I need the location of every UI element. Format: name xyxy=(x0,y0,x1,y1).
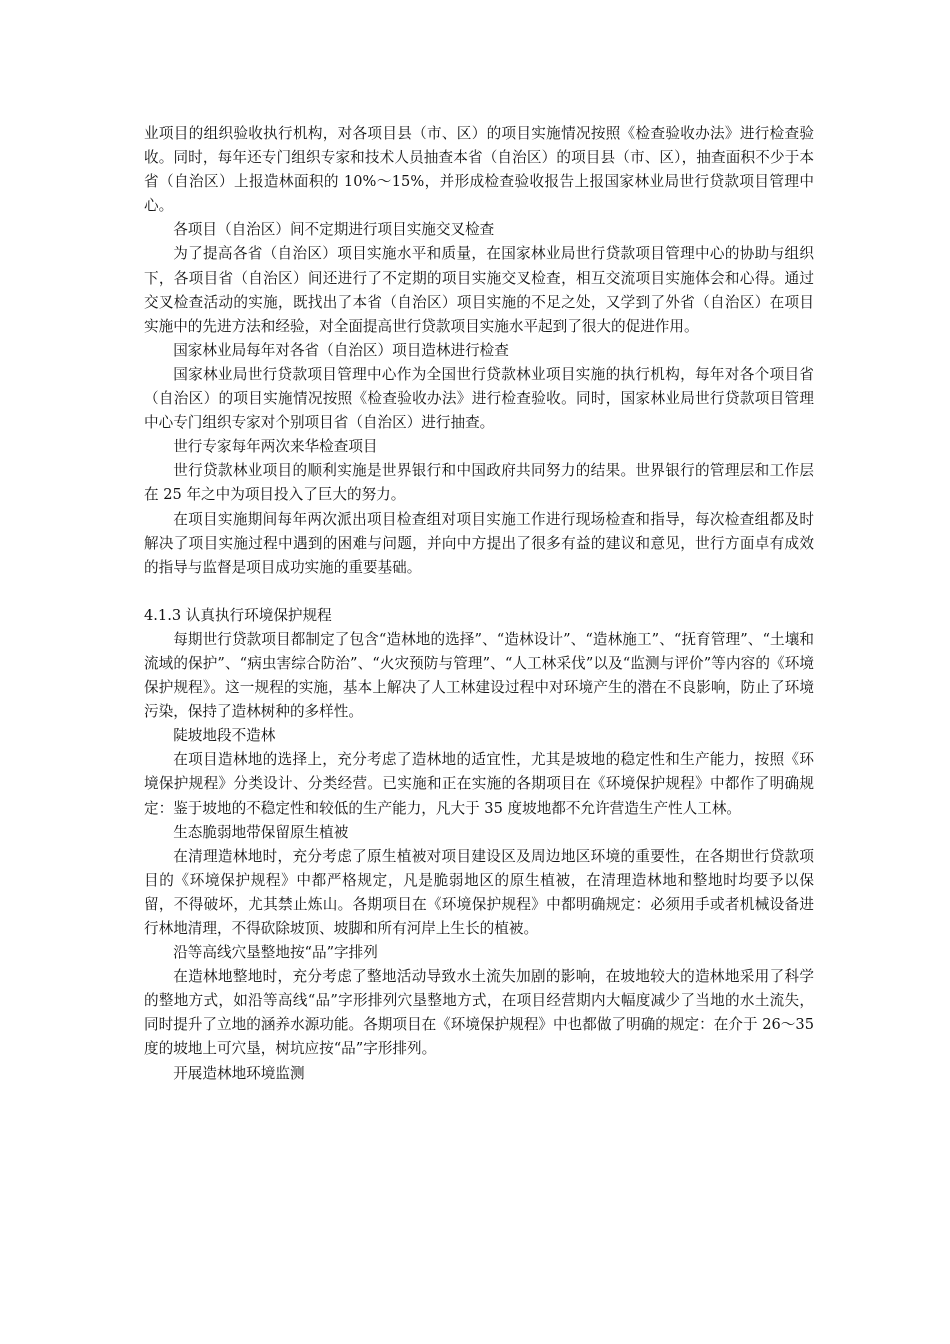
subheading: 生态脆弱地带保留原生植被 xyxy=(173,823,349,841)
paragraph: 在项目造林地的选择上，充分考虑了造林地的适宜性，尤其是坡地的稳定性和生产能力，按照《环境保护规程》分类设计、分类经营。已实施和正在实施的各期项目在《环境保护规程》中都作了明确规定：鉴于坡地的不稳定性和较低的生产能力，凡大于 35 度坡地都不允许营造生产性人工林。 xyxy=(144,751,814,817)
subheading: 沿等高线穴垦整地按“品”字排列 xyxy=(173,944,378,962)
paragraph: 业项目的组织验收执行机构，对各项目县（市、区）的项目实施情况按照《检查验收办法》进行检查验收。同时，每年还专门组织专家和技术人员抽查本省（自治区）的项目县（市、区），抽查面积不少于本省（自治区）上报造林面积的 10%～15%，并形成检查验收报告上报国家林业局世行贷款项目管理中心。 xyxy=(144,125,814,215)
subheading: 开展造林地环境监测 xyxy=(173,1064,305,1082)
paragraph: 国家林业局世行贷款项目管理中心作为全国世行贷款林业项目实施的执行机构，每年对各个项目省（自治区）的项目实施情况按照《检查验收办法》进行检查验收。同时，国家林业局世行贷款项目管理中心专门组织专家对个别项目省（自治区）进行抽查。 xyxy=(144,365,814,432)
paragraph: 在清理造林地时，充分考虑了原生植被对项目建设区及周边地区环境的重要性，在各期世行贷款项目的《环境保护规程》中都严格规定，凡是脆弱地区的原生植被，在清理造林地和整地时均要予以保留，不得破坏，尤其禁止炼山。各期项目在《环境保护规程》中都明确规定：必须用手或者机械设备进行林地清理，不得砍除坡顶、坡脚和所有河岸上生长的植被。 xyxy=(144,847,814,937)
subheading: 国家林业局每年对各省（自治区）项目造林进行检查 xyxy=(173,341,509,359)
section-title: 4.1.3 认真执行环境保护规程 xyxy=(144,606,332,624)
subheading: 各项目（自治区）间不定期进行项目实施交叉检查 xyxy=(173,221,495,239)
paragraph: 在造林地整地时，充分考虑了整地活动导致水土流失加剧的影响，在坡地较大的造林地采用了科学的整地方式，如沿等高线“品”字形排列穴垦整地方式，在项目经营期内大幅度减少了当地的水土流失，同时提升了立地的涵养水源功能。各期项目在《环境保护规程》中也都做了明确的规定：在介于 26～35 度的坡地上可穴垦，树坑应按“品”字形排列。 xyxy=(144,968,814,1058)
subheading: 陡坡地段不造林 xyxy=(173,727,276,745)
document-page xyxy=(144,122,814,1086)
paragraph: 为了提高各省（自治区）项目实施水平和质量，在国家林业局世行贷款项目管理中心的协助与组织下，各项目省（自治区）间还进行了不定期的项目实施交叉检查，相互交流项目实施体会和心得。通过交叉检查活动的实施，既找出了本省（自治区）项目实施的不足之处，又学到了外省（自治区）在项目实施中的先进方法和经验，对全面提高世行贷款项目实施水平起到了很大的促进作用。 xyxy=(144,245,814,335)
paragraph: 每期世行贷款项目都制定了包含“造林地的选择”、“造林设计”、“造林施工”、“抚育管理”、“土壤和流域的保护”、“病虫害综合防治”、“火灾预防与管理”、“人工林采伐”以及“监测与评价”等内容的《环境保护规程》。这一规程的实施，基本上解决了人工林建设过程中对环境产生的潜在不良影响，防止了环境污染，保持了造林树种的多样性。 xyxy=(144,630,814,721)
subheading: 世行专家每年两次来华检查项目 xyxy=(173,438,378,456)
paragraph: 世行贷款林业项目的顺利实施是世界银行和中国政府共同努力的结果。世界银行的管理层和工作层在 25 年之中为项目投入了巨大的努力。 xyxy=(144,462,814,504)
paragraph: 在项目实施期间每年两次派出项目检查组对项目实施工作进行现场检查和指导，每次检查组都及时解决了项目实施过程中遇到的困难与问题，并向中方提出了很多有益的建议和意见，世行方面卓有成效的指导与监督是项目成功实施的重要基础。 xyxy=(144,510,814,576)
